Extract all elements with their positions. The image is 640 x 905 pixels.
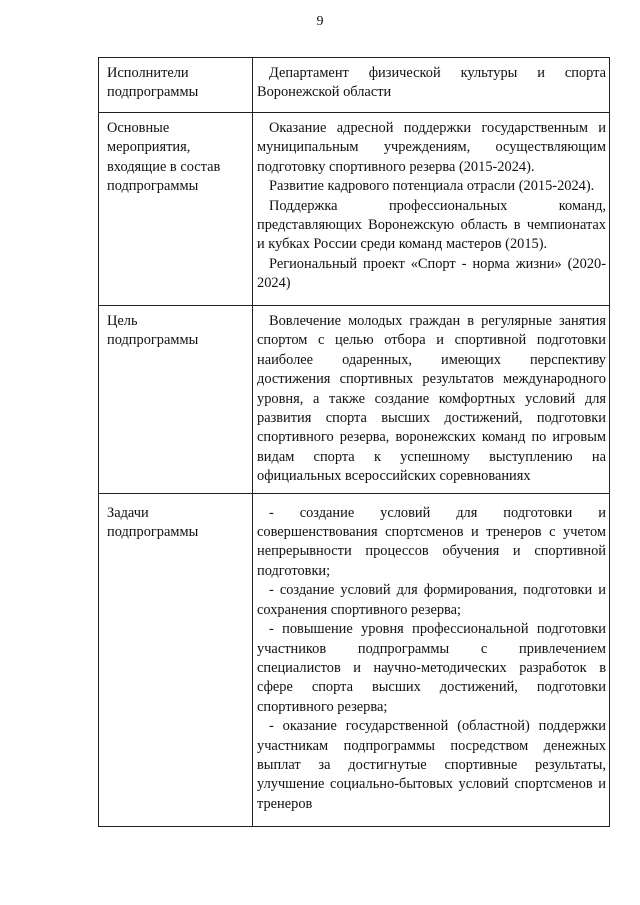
row-label-line: Цель xyxy=(107,313,138,329)
table-row-goal xyxy=(99,306,610,494)
table-row-executors xyxy=(99,58,610,113)
row-label-line: Исполнители xyxy=(107,65,189,81)
row-value-paragraph: Развитие кадрового потенциала отрасли (2015-2024). xyxy=(269,178,595,195)
row-label-line: Основные xyxy=(107,120,170,136)
row-value-paragraph: Вовлечение молодых граждан в регулярные занятия спортом с целью отбора и спортивной подготовки наиболее одаренных, имеющих перспективу достижения спортивных результатов международного уровня, а также создание комфортных условий для развития спорта высших достижений, подготовки спортивного резерва, воронежских команд по игровым видам спорта к успешному выступлению на официальных всероссийских соревнованиях xyxy=(257,313,606,485)
row-value-tasks xyxy=(253,493,610,826)
table-row-tasks xyxy=(99,493,610,826)
row-value-goal xyxy=(253,306,610,494)
row-label-goal xyxy=(99,306,253,494)
row-label-tasks xyxy=(99,493,253,826)
row-label-line: Задачи xyxy=(107,504,149,521)
row-label-line: подпрограммы xyxy=(107,178,199,195)
row-value-paragraph: - повышение уровня профессиональной подготовки участников подпрограммы с привлечением специалистов и научно-методических разработок в сфере спорта высших достижений, подготовки спортивного резерва; xyxy=(257,621,606,715)
row-label-main-activities xyxy=(99,113,253,306)
row-label-line: входящие в состав xyxy=(107,158,221,175)
page-number: 9 xyxy=(316,14,324,29)
table-row-main-activities xyxy=(99,113,610,306)
row-label-line: подпрограммы xyxy=(107,332,199,349)
row-value-paragraph: Поддержка профессиональных команд, представляющих Воронежскую область в чемпионатах и кубках России среди команд мастеров (2015). xyxy=(257,197,606,253)
row-value-paragraph: Оказание адресной поддержки государственным и муниципальным учреждениям, осуществляющим подготовку спортивного резерва (2015-2024). xyxy=(257,120,606,175)
row-value-executors xyxy=(253,58,610,113)
row-label-line: подпрограммы xyxy=(107,524,199,541)
row-label-line: мероприятия, xyxy=(107,139,191,156)
row-label-executors xyxy=(99,58,253,113)
row-value-paragraph: - оказание государственной (областной) поддержки участникам подпрограммы посредством денежных выплат за достигнутые спортивные результаты, улучшение социально-бытовых условий спортсменов и тренеров xyxy=(257,718,606,812)
subprogram-passport-table xyxy=(98,57,610,827)
row-value-paragraph: - создание условий для формирования, подготовки и сохранения спортивного резерва; xyxy=(257,582,606,618)
row-label-line: подпрограммы xyxy=(107,84,199,101)
row-value-paragraph: - создание условий для подготовки и совершенствования спортсменов и тренеров с учетом непрерывности процессов обучения и спортивной подготовки; xyxy=(257,504,606,579)
row-value-main-activities xyxy=(253,113,610,306)
row-value-paragraph: Департамент физической культуры и спорта Воронежской области xyxy=(257,65,606,101)
row-value-paragraph: Региональный проект «Спорт - норма жизни» (2020-2024) xyxy=(257,255,606,292)
